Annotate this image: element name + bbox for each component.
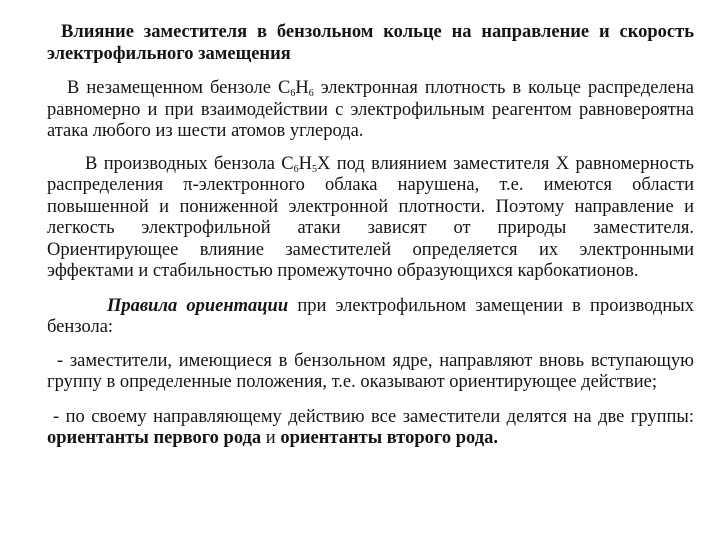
paragraph-text: - по своему направляющему действию все заместители делятся на две группы: <box>53 406 694 427</box>
bullet-item-two-groups <box>47 407 694 450</box>
paragraph-text: электронная плотность в кольце распределена равномерно и при взаимодействии с электрофильным реагентом равновероятна атака любого из шести атомов углерода. <box>47 78 695 141</box>
subscript: 6 <box>308 88 314 99</box>
subscript: 6 <box>293 163 299 175</box>
paragraph-text: Х под влиянием заместителя Х равномерность распределения π-электронного облака нарушена, т.е. имеются области повышенной и пониженной электронной плотности. Поэтому направление и легкость электрофильной атаки зависят от природы заместителя. Ориентирующее влияние заместителей определяется их электронными эффектами и стабильностью промежуточно образующихся карбокатионов. <box>47 153 694 281</box>
paragraph-text: В производных бензола С <box>85 153 294 174</box>
subscript: 5 <box>311 163 317 175</box>
paragraph-text: В незамещенном бензоле С <box>67 78 291 98</box>
paragraph-text: Н <box>298 153 312 174</box>
paragraph-text: при электрофильном замещении в производных бензола: <box>47 295 694 337</box>
orientation-rules-emphasis: Правила ориентации <box>107 295 289 316</box>
paragraph-text: Н <box>295 78 309 98</box>
paragraph-orientation-rules <box>47 296 694 339</box>
slide-title: Влияние заместителя в бензольном кольце на направление и скорость электрофильного замещения <box>47 22 694 64</box>
second-kind-orientants: ориентанты второго рода. <box>280 428 498 448</box>
subscript: 6 <box>290 88 296 99</box>
paragraph-unsubstituted-benzene <box>47 78 694 143</box>
paragraph-text: и <box>261 428 281 448</box>
first-kind-orientants: ориентанты первого рода <box>47 428 262 448</box>
slide-text-body <box>47 22 694 450</box>
paragraph-benzene-derivatives <box>47 154 694 283</box>
bullet-item-directing: - заместители, имеющиеся в бензольном ядре, направляют вновь вступающую группу в определенные положения, т.е. оказывают ориентирующее действие; <box>47 350 694 392</box>
